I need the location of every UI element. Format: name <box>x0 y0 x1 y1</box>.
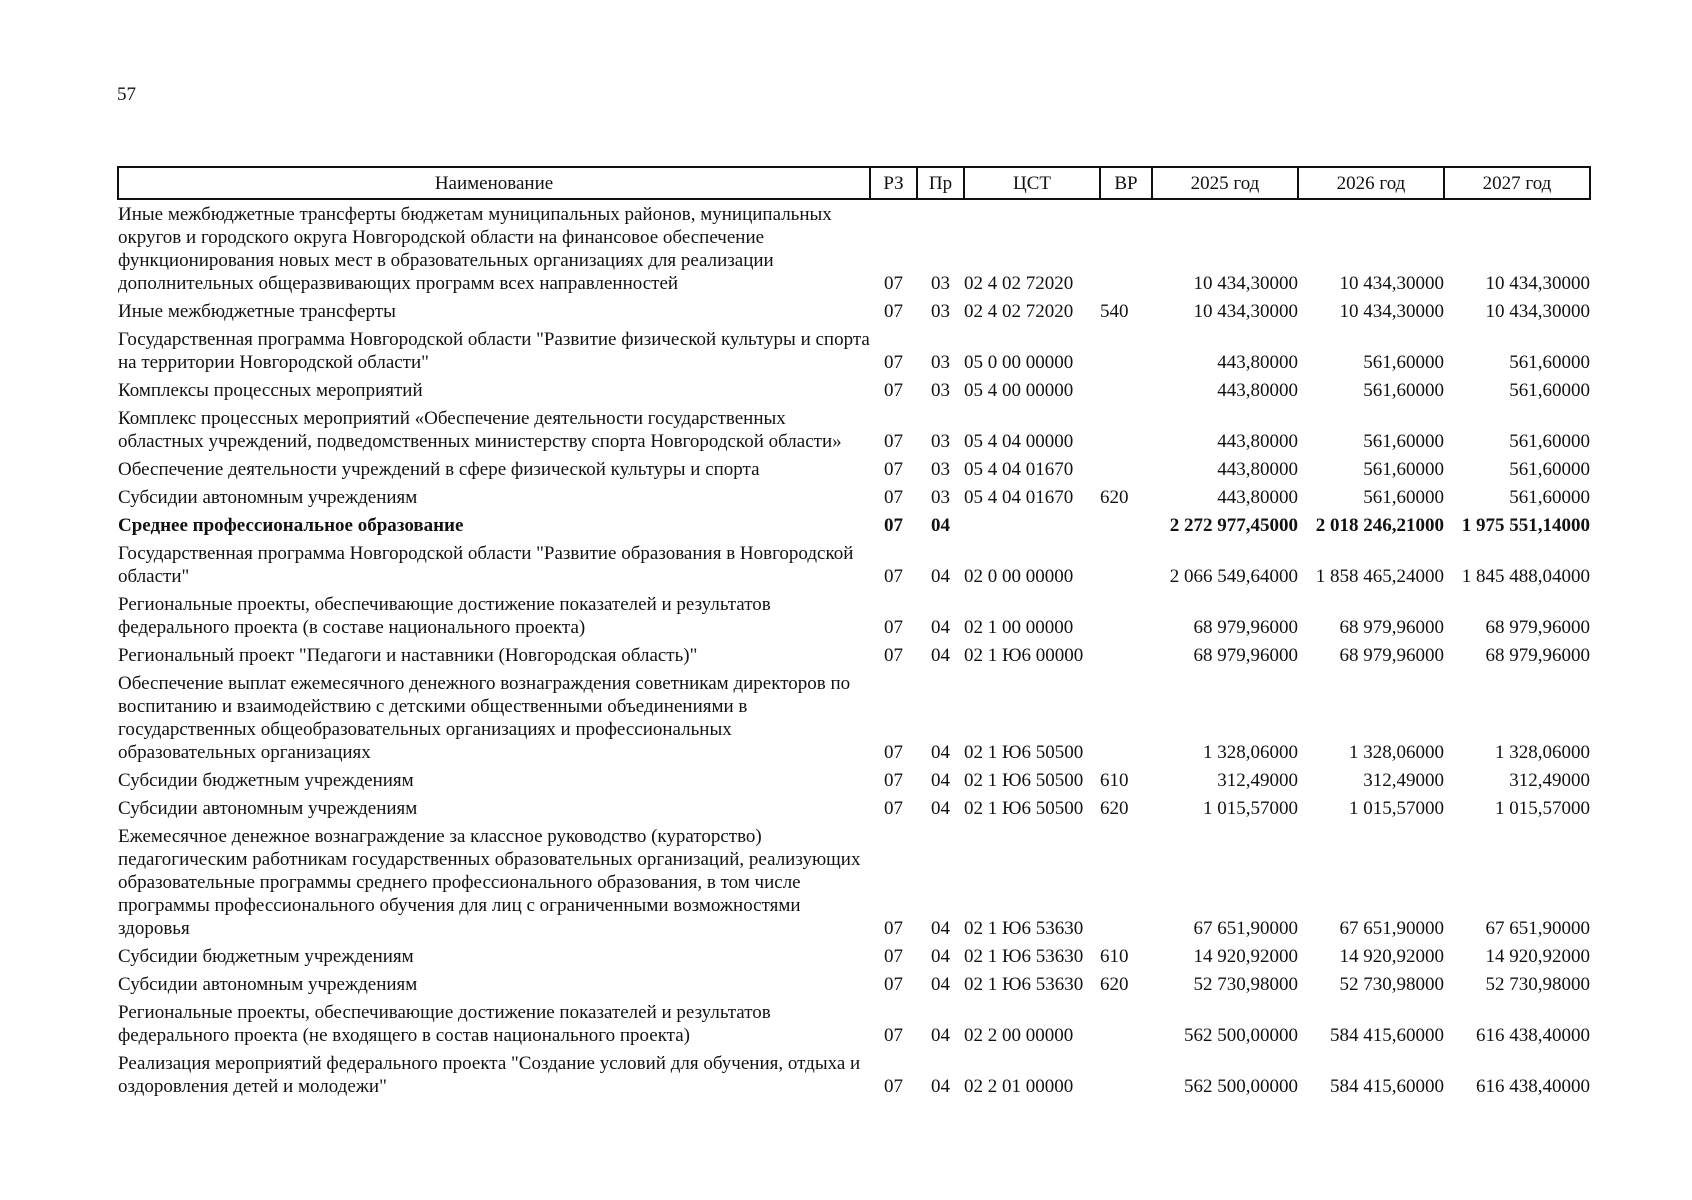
row-name-cell: Субсидии бюджетным учреждениям <box>118 946 414 967</box>
row-2026-cell: 10 434,30000 <box>1339 273 1444 294</box>
row-vr-cell: 620 <box>1100 798 1129 819</box>
row-rz-cell: 07 <box>884 798 903 819</box>
row-2025-cell: 443,80000 <box>1217 380 1298 401</box>
row-rz-cell: 07 <box>884 566 903 587</box>
header-2026: 2026 год <box>1298 167 1444 199</box>
table-row <box>118 590 1590 641</box>
row-2025-cell: 68 979,96000 <box>1193 617 1298 638</box>
header-vr: ВР <box>1100 167 1152 199</box>
table-row <box>118 455 1590 483</box>
row-2027-cell: 10 434,30000 <box>1485 273 1590 294</box>
row-cst-cell: 05 4 04 01670 <box>964 487 1074 508</box>
row-cst-cell: 05 0 00 00000 <box>964 352 1074 373</box>
row-name-cell: Ежемесячное денежное вознаграждение за классное руководство (кураторство) педагогическим работникам государственных образовательных организаций, реализующих образовательные программы среднего профессионального образования, в том числе программы профессионального обучения для лиц с ограниченными возможностями здоровья <box>118 826 861 939</box>
row-vr-cell: 620 <box>1100 487 1129 508</box>
row-cst-cell: 02 2 00 00000 <box>964 1025 1074 1046</box>
row-vr-cell <box>1100 1049 1152 1100</box>
budget-table <box>117 166 1591 1100</box>
row-2025-cell: 2 066 549,64000 <box>1169 566 1298 587</box>
row-2026-cell: 1 858 465,24000 <box>1315 566 1444 587</box>
row-2025-cell: 443,80000 <box>1217 459 1298 480</box>
row-cst-cell: 02 1 Ю6 50500 <box>964 798 1084 819</box>
header-name: Наименование <box>118 167 870 199</box>
row-2025-cell: 67 651,90000 <box>1193 918 1298 939</box>
row-name-cell: Государственная программа Новгородской области "Развитие образования в Новгородской области" <box>118 543 854 587</box>
row-vr-cell <box>1100 590 1152 641</box>
row-2027-cell: 561,60000 <box>1509 431 1590 452</box>
table-row <box>118 822 1590 942</box>
row-2027-cell: 68 979,96000 <box>1485 645 1590 666</box>
row-2026-cell: 561,60000 <box>1363 487 1444 508</box>
table-row <box>118 942 1590 970</box>
row-2027-cell: 14 920,92000 <box>1485 946 1590 967</box>
row-2025-cell: 312,49000 <box>1217 770 1298 791</box>
row-2025-cell: 2 272 977,45000 <box>1169 515 1298 536</box>
row-2026-cell: 1 015,57000 <box>1349 798 1444 819</box>
row-rz-cell: 07 <box>884 515 903 536</box>
row-pr-cell: 03 <box>931 487 950 508</box>
row-2026-cell: 14 920,92000 <box>1339 946 1444 967</box>
row-rz-cell: 07 <box>884 946 903 967</box>
row-2027-cell: 1 975 551,14000 <box>1461 515 1590 536</box>
row-2026-cell: 561,60000 <box>1363 431 1444 452</box>
table-row <box>118 998 1590 1049</box>
row-2026-cell: 561,60000 <box>1363 459 1444 480</box>
row-cst-cell <box>964 511 1100 539</box>
row-pr-cell: 04 <box>931 798 950 819</box>
row-cst-cell: 02 2 01 00000 <box>964 1076 1074 1097</box>
table-row <box>118 376 1590 404</box>
row-pr-cell: 04 <box>931 918 950 939</box>
row-cst-cell: 02 0 00 00000 <box>964 566 1074 587</box>
row-vr-cell: 610 <box>1100 946 1129 967</box>
row-rz-cell: 07 <box>884 974 903 995</box>
row-vr-cell <box>1100 641 1152 669</box>
row-rz-cell: 07 <box>884 273 903 294</box>
row-2025-cell: 14 920,92000 <box>1193 946 1298 967</box>
row-name-cell: Государственная программа Новгородской области "Развитие физической культуры и спорта на территории Новгородской области" <box>118 329 870 373</box>
header-2027: 2027 год <box>1444 167 1590 199</box>
row-name-cell: Реализация мероприятий федерального проекта "Создание условий для обучения, отдыха и оздоровления детей и молодежи" <box>118 1053 861 1097</box>
row-2026-cell: 561,60000 <box>1363 380 1444 401</box>
row-vr-cell <box>1100 539 1152 590</box>
row-2026-cell: 2 018 246,21000 <box>1315 515 1444 536</box>
row-cst-cell: 02 1 Ю6 50500 <box>964 742 1084 763</box>
row-pr-cell: 03 <box>931 459 950 480</box>
row-cst-cell: 05 4 00 00000 <box>964 380 1074 401</box>
row-cst-cell: 02 1 Ю6 53630 <box>964 946 1084 967</box>
row-2027-cell: 561,60000 <box>1509 459 1590 480</box>
row-vr-cell <box>1100 404 1152 455</box>
row-2025-cell: 562 500,00000 <box>1184 1025 1298 1046</box>
header-cst: ЦСТ <box>964 167 1100 199</box>
row-2025-cell: 443,80000 <box>1217 487 1298 508</box>
row-2026-cell: 584 415,60000 <box>1330 1076 1444 1097</box>
row-2025-cell: 10 434,30000 <box>1193 301 1298 322</box>
row-pr-cell: 03 <box>931 431 950 452</box>
row-cst-cell: 02 1 Ю6 00000 <box>964 645 1084 666</box>
row-name-cell: Региональные проекты, обеспечивающие достижение показателей и результатов федерального проекта (в составе национального проекта) <box>118 594 771 638</box>
header-pr: Пр <box>917 167 964 199</box>
header-rz: РЗ <box>870 167 917 199</box>
row-vr-cell: 620 <box>1100 974 1129 995</box>
row-2026-cell: 68 979,96000 <box>1339 645 1444 666</box>
row-name-cell: Иные межбюджетные трансферты бюджетам муниципальных районов, муниципальных округов и городского округа Новгородской области на финансовое обеспечение функционирования новых мест в образовательных организациях для реализации дополнительных общеразвивающих программ всех направленностей <box>118 204 832 294</box>
table-row <box>118 325 1590 376</box>
table-row <box>118 511 1590 539</box>
row-rz-cell: 07 <box>884 770 903 791</box>
row-2027-cell: 616 438,40000 <box>1476 1025 1590 1046</box>
row-2026-cell: 52 730,98000 <box>1339 974 1444 995</box>
table-row <box>118 641 1590 669</box>
row-name-cell: Субсидии автономным учреждениям <box>118 798 418 819</box>
row-name-cell: Субсидии автономным учреждениям <box>118 974 418 995</box>
table-row <box>118 483 1590 511</box>
row-2027-cell: 10 434,30000 <box>1485 301 1590 322</box>
row-2027-cell: 561,60000 <box>1509 380 1590 401</box>
row-2025-cell: 1 328,06000 <box>1203 742 1298 763</box>
row-pr-cell: 04 <box>931 946 950 967</box>
row-rz-cell: 07 <box>884 918 903 939</box>
row-2027-cell: 67 651,90000 <box>1485 918 1590 939</box>
row-2027-cell: 561,60000 <box>1509 487 1590 508</box>
row-cst-cell: 05 4 04 00000 <box>964 431 1074 452</box>
row-cst-cell: 02 1 Ю6 53630 <box>964 918 1084 939</box>
row-name-cell: Комплекс процессных мероприятий «Обеспечение деятельности государственных областных учреждений, подведомственных министерству спорта Новгородской области» <box>118 408 842 452</box>
row-pr-cell: 03 <box>931 380 950 401</box>
row-name-cell: Региональные проекты, обеспечивающие достижение показателей и результатов федерального проекта (не входящего в состав национального проекта) <box>118 1002 771 1046</box>
table-row <box>118 199 1590 297</box>
row-pr-cell: 04 <box>931 742 950 763</box>
table-row <box>118 794 1590 822</box>
table-row <box>118 766 1590 794</box>
row-rz-cell: 07 <box>884 431 903 452</box>
row-pr-cell: 03 <box>931 273 950 294</box>
row-pr-cell: 03 <box>931 301 950 322</box>
row-2025-cell: 443,80000 <box>1217 431 1298 452</box>
row-2027-cell: 1 328,06000 <box>1495 742 1590 763</box>
row-2027-cell: 561,60000 <box>1509 352 1590 373</box>
row-name-cell: Субсидии бюджетным учреждениям <box>118 770 414 791</box>
row-pr-cell: 04 <box>931 566 950 587</box>
row-name-cell: Обеспечение выплат ежемесячного денежного вознаграждения советникам директоров по воспитанию и взаимодействию с детскими общественными объединениями в государственных общеобразовательных организациях и профессиональных образовательных организациях <box>118 673 851 763</box>
row-name-cell: Обеспечение деятельности учреждений в сфере физической культуры и спорта <box>118 459 760 480</box>
row-2027-cell: 68 979,96000 <box>1485 617 1590 638</box>
row-2027-cell: 1 845 488,04000 <box>1461 566 1590 587</box>
row-pr-cell: 04 <box>931 974 950 995</box>
row-2025-cell: 10 434,30000 <box>1193 273 1298 294</box>
row-name-cell: Региональный проект "Педагоги и наставники (Новгородская область)" <box>118 645 698 666</box>
row-cst-cell: 05 4 04 01670 <box>964 459 1074 480</box>
row-2027-cell: 616 438,40000 <box>1476 1076 1590 1097</box>
row-vr-cell <box>1100 511 1152 539</box>
table-row <box>118 297 1590 325</box>
table-body <box>118 199 1590 1100</box>
row-rz-cell: 07 <box>884 617 903 638</box>
row-2026-cell: 312,49000 <box>1363 770 1444 791</box>
row-vr-cell: 540 <box>1100 301 1129 322</box>
row-pr-cell: 04 <box>931 645 950 666</box>
row-pr-cell: 04 <box>931 515 950 536</box>
row-rz-cell: 07 <box>884 1076 903 1097</box>
row-cst-cell: 02 1 00 00000 <box>964 617 1074 638</box>
row-vr-cell <box>1100 998 1152 1049</box>
row-rz-cell: 07 <box>884 459 903 480</box>
page-number: 57 <box>117 84 136 105</box>
row-2027-cell: 312,49000 <box>1509 770 1590 791</box>
table-row <box>118 404 1590 455</box>
header-2025: 2025 год <box>1152 167 1298 199</box>
row-rz-cell: 07 <box>884 487 903 508</box>
row-2026-cell: 561,60000 <box>1363 352 1444 373</box>
row-pr-cell: 04 <box>931 770 950 791</box>
row-pr-cell: 04 <box>931 1076 950 1097</box>
row-rz-cell: 07 <box>884 742 903 763</box>
row-pr-cell: 03 <box>931 352 950 373</box>
row-2026-cell: 68 979,96000 <box>1339 617 1444 638</box>
row-name-cell: Иные межбюджетные трансферты <box>118 301 396 322</box>
table-header <box>118 167 1590 199</box>
row-vr-cell: 610 <box>1100 770 1129 791</box>
row-vr-cell <box>1100 669 1152 766</box>
row-rz-cell: 07 <box>884 352 903 373</box>
row-2025-cell: 1 015,57000 <box>1203 798 1298 819</box>
row-rz-cell: 07 <box>884 645 903 666</box>
row-cst-cell: 02 4 02 72020 <box>964 301 1074 322</box>
row-2026-cell: 67 651,90000 <box>1339 918 1444 939</box>
row-vr-cell <box>1100 199 1152 297</box>
row-2026-cell: 584 415,60000 <box>1330 1025 1444 1046</box>
row-rz-cell: 07 <box>884 380 903 401</box>
row-name-cell: Среднее профессиональное образование <box>118 515 464 536</box>
row-vr-cell <box>1100 376 1152 404</box>
row-rz-cell: 07 <box>884 301 903 322</box>
table-row <box>118 1049 1590 1100</box>
row-pr-cell: 04 <box>931 1025 950 1046</box>
row-2027-cell: 52 730,98000 <box>1485 974 1590 995</box>
table-row <box>118 539 1590 590</box>
row-2027-cell: 1 015,57000 <box>1495 798 1590 819</box>
row-2026-cell: 10 434,30000 <box>1339 301 1444 322</box>
row-cst-cell: 02 1 Ю6 53630 <box>964 974 1084 995</box>
row-2025-cell: 443,80000 <box>1217 352 1298 373</box>
row-2025-cell: 562 500,00000 <box>1184 1076 1298 1097</box>
row-cst-cell: 02 1 Ю6 50500 <box>964 770 1084 791</box>
row-name-cell: Комплексы процессных мероприятий <box>118 380 423 401</box>
row-name-cell: Субсидии автономным учреждениям <box>118 487 418 508</box>
row-cst-cell: 02 4 02 72020 <box>964 273 1074 294</box>
row-rz-cell: 07 <box>884 1025 903 1046</box>
row-2025-cell: 52 730,98000 <box>1193 974 1298 995</box>
row-vr-cell <box>1100 822 1152 942</box>
row-vr-cell <box>1100 455 1152 483</box>
row-vr-cell <box>1100 325 1152 376</box>
row-2026-cell: 1 328,06000 <box>1349 742 1444 763</box>
row-2025-cell: 68 979,96000 <box>1193 645 1298 666</box>
table-row <box>118 970 1590 998</box>
table-row <box>118 669 1590 766</box>
row-pr-cell: 04 <box>931 617 950 638</box>
